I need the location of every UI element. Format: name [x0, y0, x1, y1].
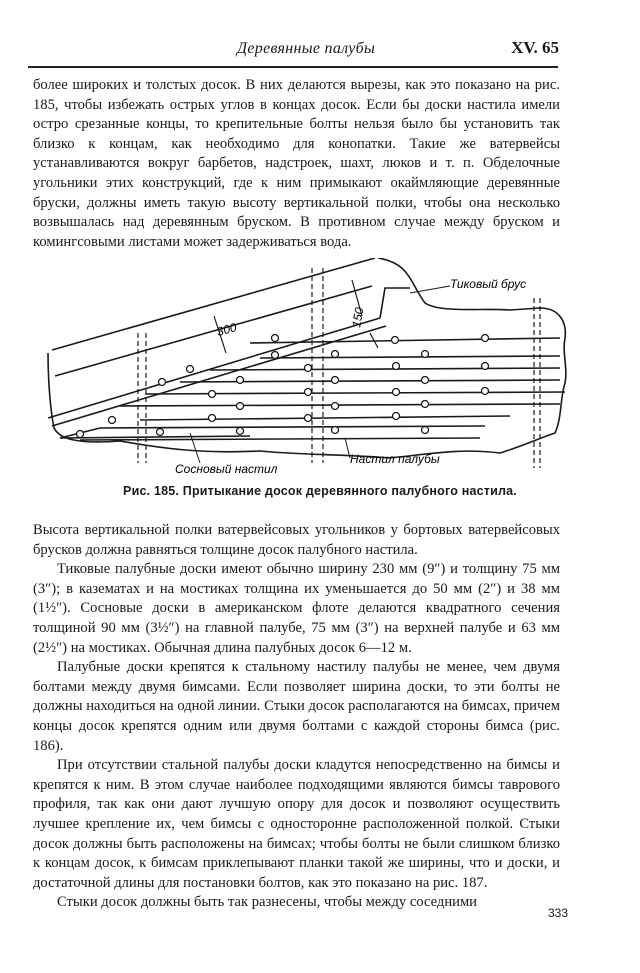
- dimension-150: 150: [349, 306, 367, 329]
- page-header: [33, 38, 559, 62]
- paragraph: Палубные доски крепятся к стальному настилу палубы не менее, чем двумя болтами между двумя бимсами. Если позволяет ширина доски, то эти болты не должны находиться на одной линии. Стыки досок располагаются на бимсах, причем концы досок крепятся одним или двумя болтами с каждой стороны бимса (рис. 186).: [33, 659, 560, 754]
- paragraph: Тиковые палубные доски имеют обычно ширину 230 мм (9″) и толщину 75 мм (3″); в казематах и на мостиках толщина их уменьшается до 50 мм (2″) и 38 мм (1½″). Сосновые доски в американском флоте делаются квадратного сечения толщиной 90 мм (3½″) на главной палубе, 75 мм (3″) на верхней палубе и 63 мм (2½″) на мостиках. Обычная длина палубных досок 6—12 м.: [33, 561, 560, 656]
- figure-caption: Рис. 185. Притыкание досок деревянного палубного настила.: [123, 484, 517, 498]
- paragraph: Стыки досок должны быть так разнесены, чтобы между соседними: [57, 894, 477, 911]
- running-title: Деревянные палубы: [236, 40, 376, 57]
- label-deck-plating: Настил палубы: [350, 452, 440, 466]
- label-pine-deck: Сосновый настил: [175, 462, 278, 476]
- label-teak-bar: Тиковый брус: [450, 277, 527, 291]
- section-number: XV. 65: [511, 38, 559, 57]
- paragraph: При отсутствии стальной палубы доски кладутся непосредственно на бимсы и крепятся к ним. В этом случае наиболее подходящими являются бимсы таврового профиля, так как они дают лучшую опору для досок и позволяют осуществить лучшее крепление их, чем бимсы с односторонне расположенной полкой. Стыки досок должны быть расположены на бимсах; чтобы болты не были слишком близко к концам досок, к бимсам приклепывают планки такой же ширины, что и доски, и достаточной длины для постановки болтов, как это показано на рис. 187.: [33, 757, 560, 891]
- body-text-bottom: [33, 521, 560, 913]
- header-rule: [28, 66, 558, 68]
- figure-185: [40, 258, 600, 476]
- paragraph: более широких и толстых досок. В них делаются вырезы, как это показано на рис. 185, чтобы избежать острых углов в концах досок. Если бы доски настила имели остро срезанные концы, то крепительные болты нельзя было бы установить так близко к концам, как необходимо для конопатки. Такие же ватервейсы устанавливаются вокруг барбетов, надстроек, шахт, люков и т. п. Обделочные угольники этих конструкций, где к ним примыкают окаймляющие деревянные бруски, должны иметь такую высоту вертикальной полки, чтобы она несколько возвышалась над деревянным бруском. В противном случае между бруском и комингсовыми листами может задерживаться вода.: [33, 77, 560, 250]
- paragraph: Высота вертикальной полки ватервейсовых угольников у бортовых ватервейсовых брусков должна равняться толщине досок палубного настила.: [33, 522, 560, 558]
- deck-planking-diagram: [40, 258, 600, 476]
- dimension-300: 300: [215, 320, 239, 339]
- page-number: 333: [548, 906, 569, 920]
- body-text-top: [33, 76, 560, 252]
